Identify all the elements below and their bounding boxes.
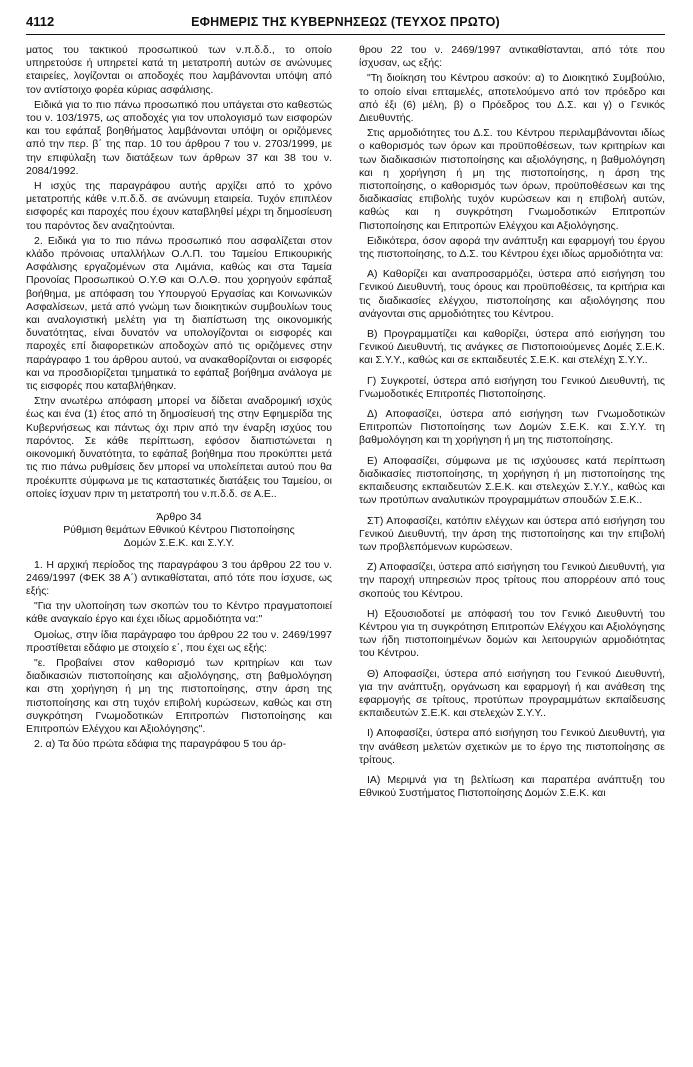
paragraph: Ειδικότερα, όσον αφορά την ανάπτυξη και εφαρμογή του έργου της πιστοποίησης, το Δ.Σ. του Κέντρου έχει ιδίως αρμοδιότητα να: bbox=[359, 234, 665, 261]
paragraph: Στις αρμοδιότητες του Δ.Σ. του Κέντρου περιλαμβάνονται ιδίως ο καθορισμός των όρων και προϋποθέσεων, των κριτηρίων και των διαδικασιών πιστοποίησης και αξιολόγησης, η βαθμολόγηση και η χορήγηση ή μη της πιστοποίησης, η άρση της πιστοποίησης, ο καθορισμός των όρων, προϋποθέσεων και της διαδικασίας επιβολής τυχόν κυρώσεων και η επιβολή αυτών, καθώς και η συγκρότηση Γνωμοδοτικών Επιτροπών Πιστοποίησης και Επιτροπών Ελέγχου και Αξιολόγησης. bbox=[359, 127, 665, 232]
list-item-d: Δ) Αποφασίζει, ύστερα από εισήγηση των Γνωμοδοτικών Επιτροπών Πιστοποίησης των Δομών Σ.Ε.Κ. και Σ.Υ.Υ. τη βαθμολόγηση και τη χορήγηση ή μη της πιστοποίησης. bbox=[359, 408, 665, 447]
list-item-i: Ι) Αποφασίζει, ύστερα από εισήγηση του Γενικού Διευθυντή, για την ανάθεση μελετών σχετικών με το έργο της πιστοποίησης σε τρίτους. bbox=[359, 727, 665, 766]
list-item-g: Γ) Συγκροτεί, ύστερα από εισήγηση του Γενικού Διευθυντή, τις Γνωμοδοτικές Επιτροπές Πιστοποίησης. bbox=[359, 374, 665, 400]
list-item-th: Θ) Αποφασίζει, ύστερα από εισήγηση του Γενικού Διευθυντή, για την ανάπτυξη, οργάνωση και εφαρμογή ή και ανάθεση της εφαρμογής σε τρίτους, προτύπων προγραμμάτων εκπαίδευσης εκπαιδευτών Σ.Ε.Κ. και στελεχών Σ.Υ.Υ.. bbox=[359, 667, 665, 720]
list-item-a: Α) Καθορίζει και αναπροσαρμόζει, ύστερα από εισήγηση του Γενικού Διευθυντή, τους όρους και προϋποθέσεις, τα κριτήρια και τις διαδικασίες ελέγχου, πιστοποίησης και αξιολόγησης που ανάγονται στις αρμοδιότητες του Κέντρου. bbox=[359, 268, 665, 320]
article-number: Άρθρο 34 bbox=[156, 510, 202, 523]
paragraph: 2. α) Τα δύο πρώτα εδάφια της παραγράφου 5 του άρ- bbox=[34, 738, 287, 751]
paragraph: 2. Ειδικά για το πιο πάνω προσωπικό που ασφαλίζεται στον κλάδο πρόνοιας υπαλλήλων Ο.Λ.Π. του Ταμείου Επικουρικής Ασφάλισης εργαζομένων στα Λιμάνια, καθώς και στα Ταμεία Προνοίας Προσωπικού Ο.Υ.Θ και Ο.Λ.Θ. που χορηγούν εφάπαξ βοήθημα, με απόφαση του Υπουργού Εργασίας και Κοινωνικών Ασφαλίσεων, μετά από γνώμη των διοικητικών συμβουλίων τους και αναλογιστική μελέτη για τη διαπίστωση της οικονομικής δυνατότητας, είναι δυνατόν να υπολογίζονται οι εισφορές και παροχές επί διαφορετικών αποδοχών από τις οριζόμενες στην παράγραφο 1 του άρθρου αυτού, να ανακαθορίζονται οι εισφορές και να προσδιορίζεται τμηματικά το εφάπαξ βοήθημα ανάλογα με τις εισφορές που καταβλήθηκαν. bbox=[26, 234, 332, 393]
list-item-z: Ζ) Αποφασίζει, ύστερα από εισήγηση του Γενικού Διευθυντή, για την παροχή υπηρεσιών προς τρίτους που απορρέουν από τους σκοπούς του Κέντρου. bbox=[359, 561, 665, 600]
paragraph: Στην ανωτέρω απόφαση μπορεί να δίδεται αναδρομική ισχύς έως και ένα (1) έτος από τη δημοσίευσή της στην Εφημερίδα της Κυβερνήσεως και πάντως όχι πριν από την έναρξη ισχύος του παρόντος. Σε κάθε περίπτωση, εφόσον διαπιστώνεται η οικονομική δυνατότητα, το εφάπαξ βοήθημα που προκύπτει μετά τις πιο πάνω ρυθμίσεις δεν μπορεί να υπολείπεται αυτού που θα προέκυπτε σύμφωνα με τις καταστατικές διατάξεις του Ταμείου, οι οποίες ίσχυαν πριν τη μετατροπή του ν.π.δ.δ. σε Α.Ε.. bbox=[26, 395, 332, 500]
quoted-paragraph: "Τη διοίκηση του Κέντρου ασκούν: α) το Διοικητικό Συμβούλιο, το οποίο είναι επταμελές, αποτελούμενο από τον πρόεδρο και από έξι (6) μέλη, β) ο Πρόεδρος του Δ.Σ. και γ) ο Γενικός Διευθυντής. bbox=[359, 72, 665, 125]
text-columns bbox=[26, 44, 665, 802]
paragraph: Η ισχύς της παραγράφου αυτής αρχίζει από το χρόνο μετατροπής κάθε ν.π.δ.δ. σε ανώνυμη εταιρεία. Τυχόν επιπλέον εισφορές και παροχές που έχουν καταβληθεί μέχρι τη δημοσίευση του παρόντος δεν αναζητούνται. bbox=[26, 180, 332, 232]
list-item-b: Β) Προγραμματίζει και καθορίζει, ύστερα από εισήγηση του Γενικού Διευθυντή, τις ανάγκες σε Πιστοποιούμενες Δομές Σ.Ε.Κ. και Σ.Υ.Υ., καθώς και σε εκπαιδευτές Σ.Ε.Κ. και στελέχη Σ.Υ.Υ.. bbox=[359, 328, 665, 367]
article-title-line-1: Ρύθμιση θεμάτων Εθνικού Κέντρου Πιστοποίησης bbox=[63, 524, 295, 537]
article-heading bbox=[26, 511, 332, 551]
left-column bbox=[26, 44, 332, 802]
paragraph: 1. Η αρχική περίοδος της παραγράφου 3 του άρθρου 22 του ν. 2469/1997 (ΦΕΚ 38 Α΄) αντικαθίσταται, από τότε που ίσχυσε, ως εξής: bbox=[26, 558, 332, 597]
right-column bbox=[359, 44, 665, 802]
list-item-e: Ε) Αποφασίζει, σύμφωνα με τις ισχύουσες κατά περίπτωση διαδικασίες πιστοποίησης, τη χορήγηση ή μη πιστοποίησης της εκπαιδευσης εκπαιδευτών Σ.Ε.Κ. και στελεχών Σ.Υ.Υ., καθώς και των προτύπων αναλυτικών προγραμμάτων σπουδών Σ.Ε.Κ.. bbox=[359, 454, 665, 507]
quoted-paragraph: "ε. Προβαίνει στον καθορισμό των κριτηρίων και των διαδικασιών πιστοποίησης και αξιολόγησης, στη βαθμολόγηση και στη χορήγηση ή μη της πιστοποίησης, στην άρση της πιστοποίησης και στη τυχόν επιβολή κυρώσεων, καθώς και στη συγκρότηση Γνωμοδοτικών Επιτροπών Πιστοποίησης και Επιτροπών Ελέγχου και Αξιολόγησης". bbox=[26, 656, 332, 735]
list-item-ia: ΙΑ) Μεριμνά για τη βελτίωση και παραπέρα ανάπτυξη του Εθνικού Συστήματος Πιστοποίησης Δομών Σ.Ε.Κ. και bbox=[359, 773, 665, 800]
list-item-st: ΣΤ) Αποφασίζει, κατόπιν ελέγχων και ύστερα από εισήγηση του Γενικού Διευθυντή, την άρση της πιστοποίησης και την επιβολή των προβλεπόμενων κυρώσεων. bbox=[359, 514, 665, 553]
list-item-h: Η) Εξουσιοδοτεί με απόφασή του τον Γενικό Διευθυντή του Κέντρου για τη συγκρότηση Επιτροπών Ελέγχου και Αξιολόγησης των ήδη πιστοποιημένων δομών και λειτουργιών αρμοδιότητας του Κέντρου. bbox=[359, 607, 665, 660]
page-number: 4112 bbox=[26, 14, 55, 29]
gazette-title: ΕΦΗΜΕΡΙΣ ΤΗΣ ΚΥΒΕΡΝΗΣΕΩΣ (ΤΕΥΧΟΣ ΠΡΩΤΟ) bbox=[191, 15, 500, 29]
quoted-paragraph: "Για την υλοποίηση των σκοπών του το Κέντρο πραγματοποιεί κάθε αναγκαίο έργο και έχει ιδίως αρμοδιότητα να:" bbox=[26, 600, 332, 626]
paragraph: Ομοίως, στην ίδια παράγραφο του άρθρου 22 του ν. 2469/1997 προστίθεται εδάφιο με στοιχείο ε΄, που έχει ως εξής: bbox=[26, 628, 332, 654]
paragraph: θρου 22 του ν. 2469/1997 αντικαθίστανται, από τότε που ίσχυσαν, ως εξής: bbox=[359, 44, 665, 70]
page-header bbox=[26, 14, 665, 35]
paragraph: Ειδικά για το πιο πάνω προσωπικό που υπάγεται στο καθεστώς του ν. 103/1975, ως αποδοχές για τον υπολογισμό των εισφορών και του εφάπαξ βοηθήματος λαμβάνονται υπόψη οι οριζόμενες από την περ. β΄ της παρ. 10 του άρθρου 7 του ν. 2703/1999, με την επιφύλαξη των διατάξεων των άρθρων 37 και 38 του ν. 2084/1992. bbox=[26, 98, 332, 177]
article-title-line-2: Δομών Σ.Ε.Κ. και Σ.Υ.Υ. bbox=[123, 537, 235, 550]
paragraph: ματος του τακτικού προσωπικού των ν.π.δ.δ., το οποίο υπηρετούσε ή υπηρετεί κατά τη μετατροπή αυτών σε ανώνυμες εταιρείες, λογίζονται οι αποδοχές που λαμβάνονται υπόψη από τον αντίστοιχο φορέα κύριας ασφάλισης. bbox=[26, 44, 332, 96]
